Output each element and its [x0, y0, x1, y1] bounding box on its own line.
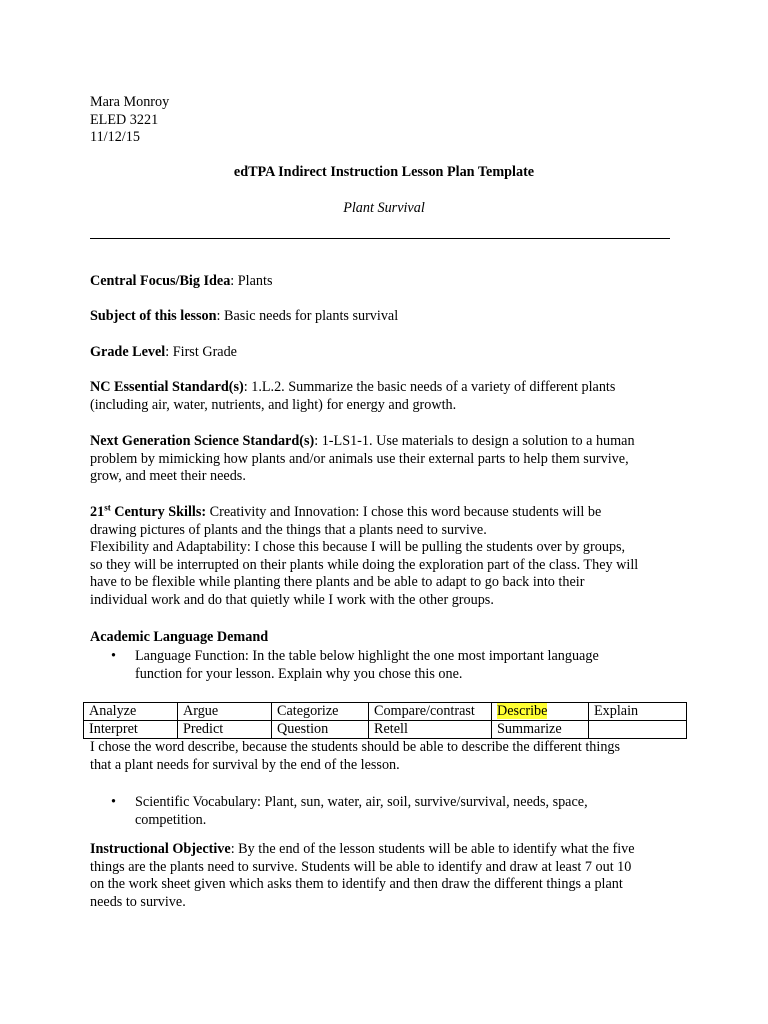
grade-level-section [90, 344, 670, 362]
lesson-title: Plant Survival [343, 200, 425, 216]
table-cell: Argue [178, 703, 272, 721]
central-focus-section [90, 273, 670, 291]
document-date: 11/12/15 [90, 129, 140, 146]
table-cell: Analyze [84, 703, 178, 721]
vocabulary-line: Scientific Vocabulary: Plant, sun, water, air, soil, survive/survival, needs, space, [135, 794, 588, 810]
author-name: Mara Monroy [90, 94, 170, 110]
objective-line: : By the end of the lesson students will be able to identify what the five [230, 841, 635, 857]
ngss-line: grow, and meet their needs. [90, 468, 246, 485]
ngss-section [90, 433, 670, 486]
instructional-objective-section [90, 841, 690, 911]
nc-standard-label: NC Essential Standard(s) [90, 379, 244, 395]
ngss-line: problem by mimicking how plants and/or animals use their external parts to help them survive, [90, 450, 629, 467]
highlighted-term: Describe [497, 703, 548, 719]
ngss-label: Next Generation Science Standard(s) [90, 433, 315, 449]
grade-level-label: Grade Level [90, 344, 166, 360]
language-function-bullet [113, 648, 673, 683]
academic-language-heading: Academic Language Demand [90, 629, 269, 645]
language-function-table [83, 702, 687, 739]
century-skills-line: have to be flexible while planting there plants and be able to adapt to go back into their [90, 574, 585, 591]
table-cell [589, 721, 687, 739]
bullet-icon: • [111, 794, 116, 810]
table-cell: Compare/contrast [369, 703, 492, 721]
table-cell-highlighted [492, 703, 589, 721]
subject-section [90, 308, 670, 326]
objective-line: on the work sheet given which asks them to identify and then draw the different things a plant [90, 876, 623, 893]
subject-label: Subject of this lesson [90, 308, 217, 324]
century-skills-line: so they will be interrupted on their plants while doing the exploration part of the class. They will [90, 556, 639, 573]
language-function-line: Language Function: In the table below highlight the one most important language [135, 648, 599, 664]
table-row [84, 703, 687, 721]
central-focus-label: Central Focus/Big Idea [90, 273, 231, 289]
century-skills-section [90, 504, 670, 610]
century-skills-line: Flexibility and Adaptability: I chose this because I will be pulling the students over by groups, [90, 539, 626, 556]
grade-level-value: : First Grade [165, 344, 237, 360]
ngss-line: : 1-LS1-1. Use materials to design a solution to a human [314, 433, 635, 449]
language-function-line: function for your lesson. Explain why you chose this one. [135, 665, 463, 682]
table-row [84, 721, 687, 739]
horizontal-rule [90, 238, 670, 239]
objective-line: needs to survive. [90, 893, 186, 910]
course-code: ELED 3221 [90, 111, 159, 128]
table-cell: Predict [178, 721, 272, 739]
objective-label: Instructional Objective [90, 841, 231, 857]
bullet-icon: • [111, 648, 116, 664]
central-focus-value: : Plants [230, 273, 273, 289]
table-cell: Question [272, 721, 369, 739]
language-function-explanation [90, 739, 690, 774]
header-block [90, 94, 169, 147]
century-skills-label: 21st Century Skills: [90, 502, 207, 520]
nc-standard-section [90, 379, 670, 414]
table-cell: Summarize [492, 721, 589, 739]
explanation-line: that a plant needs for survival by the end of the lesson. [90, 756, 400, 773]
explanation-line: I chose the word describe, because the students should be able to describe the different things [90, 739, 621, 755]
nc-standard-line: (including air, water, nutrients, and light) for energy and growth. [90, 396, 457, 413]
century-skills-line: Creativity and Innovation: I chose this word because students will be [206, 504, 602, 520]
nc-standard-line: : 1.L.2. Summarize the basic needs of a variety of different plants [243, 379, 616, 395]
document-title: edTPA Indirect Instruction Lesson Plan Template [233, 164, 535, 180]
table-cell: Explain [589, 703, 687, 721]
objective-line: things are the plants need to survive. Students will be able to identify and draw at least 7 out 10 [90, 858, 632, 875]
vocabulary-line: competition. [135, 811, 207, 828]
table-cell: Retell [369, 721, 492, 739]
century-skills-line: drawing pictures of plants and the things that a plants need to survive. [90, 521, 487, 538]
table-cell: Categorize [272, 703, 369, 721]
table-cell: Interpret [84, 721, 178, 739]
subject-value: : Basic needs for plants survival [216, 308, 399, 324]
scientific-vocabulary-bullet [113, 794, 673, 829]
century-skills-line: individual work and do that quietly while I work with the other groups. [90, 591, 494, 608]
